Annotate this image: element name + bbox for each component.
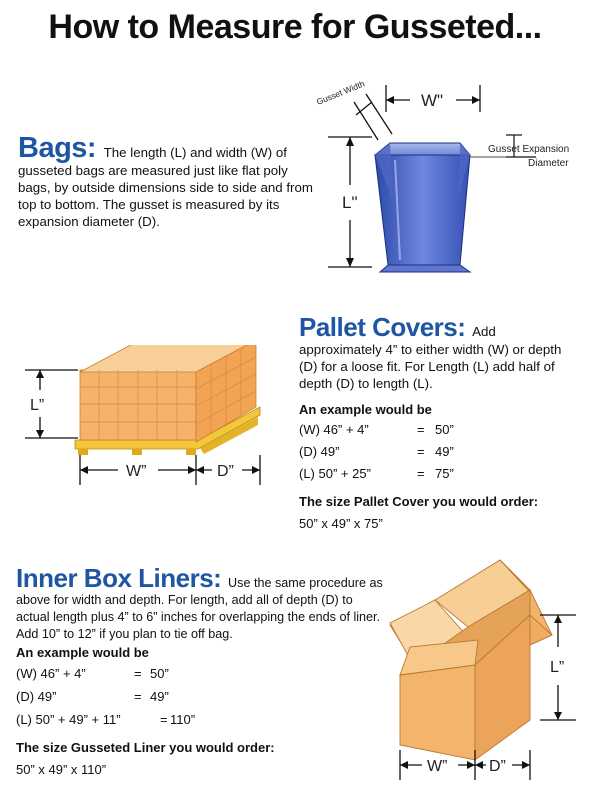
row-result: 50” <box>435 422 454 437</box>
row-expr: (W) 46” + 4” <box>299 422 369 437</box>
example-row <box>299 422 499 444</box>
pallet-depth-label: D” <box>217 463 234 480</box>
bag-length-label: L" <box>342 193 358 212</box>
liners-section <box>16 564 384 643</box>
liners-example-heading: An example would be <box>16 645 149 660</box>
example-row <box>16 666 216 689</box>
row-expr: (W) 46” + 4” <box>16 666 86 681</box>
row-result: 75” <box>435 466 454 481</box>
pallet-text: Add approximately 4” to either width (W) or depth (D) for a loose fit. For Length (L) add half of depth (D) to length (L). <box>299 324 562 391</box>
gusseted-bag-diagram <box>300 60 590 285</box>
row-eq: = <box>417 422 425 437</box>
row-result: 49” <box>435 444 454 459</box>
liners-order-heading: The size Gusseted Liner you would order: <box>16 740 275 755</box>
pallet-length-label: L” <box>30 397 45 414</box>
row-expr: (L) 50” + 25” <box>299 466 371 481</box>
example-row <box>299 466 499 488</box>
bags-heading: Bags: <box>18 132 104 164</box>
liners-text: Use the same procedure as above for width and depth. For length, add all of depth (D) to actual length plus 4” to 6” inches for overlapping the ends of liner. Add 10” to 12” if you plan to tie off bag. <box>16 576 383 641</box>
bags-section <box>18 134 313 230</box>
example-row <box>16 712 216 735</box>
liners-example-rows <box>16 666 216 735</box>
pallet-heading: Pallet Covers: <box>299 312 473 342</box>
pallet-section <box>299 313 574 392</box>
example-row <box>299 444 499 466</box>
bags-text: The length (L) and width (W) of gusseted bags are measured just like flat poly bags, by outside dimensions side to side and from top to bottom. The gusset is measured by its expansion diameter (D). <box>18 145 313 229</box>
row-eq: = <box>160 712 168 727</box>
liners-heading: Inner Box Liners: <box>16 563 229 593</box>
row-eq: = <box>417 466 425 481</box>
page-title: How to Measure for Gusseted... <box>48 8 542 46</box>
gusset-width-dimension <box>340 94 392 140</box>
box-liner-diagram <box>380 555 585 795</box>
row-result: 49” <box>150 689 169 704</box>
row-result: 110” <box>170 712 196 727</box>
row-eq: = <box>417 444 425 459</box>
bag-width-label: W" <box>421 91 444 110</box>
pallet-diagram <box>20 345 270 490</box>
gusset-expansion-label-1: Gusset Expansion <box>488 144 570 155</box>
liner-depth-label: D” <box>489 758 506 775</box>
row-expr: (L) 50” + 49” + 11” <box>16 712 121 727</box>
pallet-order-value: 50” x 49” x 75” <box>299 516 383 531</box>
bag-shape <box>375 143 470 272</box>
row-eq: = <box>134 666 142 681</box>
row-expr: (D) 49” <box>16 689 57 704</box>
pallet-example-rows <box>299 422 499 488</box>
open-box <box>390 560 552 760</box>
row-eq: = <box>134 689 142 704</box>
liner-length-label: L” <box>550 659 565 676</box>
liners-order-value: 50” x 49” x 110” <box>16 762 107 777</box>
liner-width-label: W” <box>427 758 448 775</box>
gusset-width-label: Gusset Width <box>315 78 367 107</box>
row-expr: (D) 49” <box>299 444 340 459</box>
pallet-example-heading: An example would be <box>299 402 432 417</box>
pallet-width-label: W” <box>126 463 147 480</box>
pallet-order-heading: The size Pallet Cover you would order: <box>299 494 539 509</box>
example-row <box>16 689 216 712</box>
gusset-expansion-label-2: Diameter <box>528 158 569 169</box>
row-result: 50” <box>150 666 169 681</box>
